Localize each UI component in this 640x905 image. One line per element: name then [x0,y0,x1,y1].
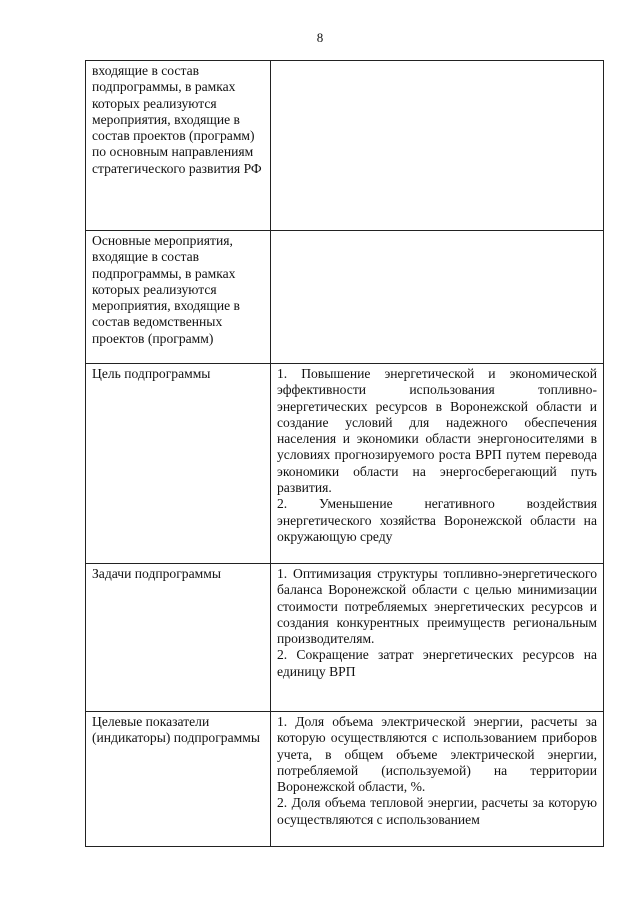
table-row [86,712,604,847]
row-value [271,712,604,847]
row-label: Задачи подпрограммы [86,564,271,712]
goal-item: 1. Повышение энергетической и экономической эффективности использования топливно-энергетических ресурсов в Воронежской области и создание условий для надежного обеспечения населения и экономики области энергоносителями в условиях прогнозируемого роста ВРП путем перевода экономики области на энергосберегающий путь развития. [277,366,597,496]
row-value [271,61,604,231]
page-number: 8 [316,30,324,45]
indicator-item: 1. Доля объема электрической энергии, расчеты за которую осуществляются с использованием приборов учета, в общем объеме электрической энергии, потребляемой (используемой) на территории Воронежской области, %. [277,714,597,795]
row-value [271,364,604,564]
table-row [86,61,604,231]
row-value [271,231,604,364]
row-value [271,564,604,712]
table-row [86,231,604,364]
row-label: Целевые показатели (индикаторы) подпрограммы [86,712,271,847]
indicator-item: 2. Доля объема тепловой энергии, расчеты за которую осуществляются с использованием [277,795,597,827]
row-label: Цель подпрограммы [86,364,271,564]
passport-table [85,60,604,847]
row-label: Основные мероприятия, входящие в состав подпрограммы, в рамках которых реализуются мероприятия, входящие в состав ведомственных проектов (программ) [86,231,271,364]
task-item: 1. Оптимизация структуры топливно-энергетического баланса Воронежской области с целью минимизации стоимости потребляемых энергетических ресурсов и создания конкурентных преимуществ региональным производителям. [277,566,597,647]
table-row [86,564,604,712]
task-item: 2. Сокращение затрат энергетических ресурсов на единицу ВРП [277,647,597,679]
row-label: входящие в состав подпрограммы, в рамках которых реализуются мероприятия, входящие в состав проектов (программ) по основным направлениям стратегического развития РФ [86,61,271,231]
goal-item: 2. Уменьшение негативного воздействия энергетического хозяйства Воронежской области на окружающую среду [277,496,597,544]
table-row [86,364,604,564]
